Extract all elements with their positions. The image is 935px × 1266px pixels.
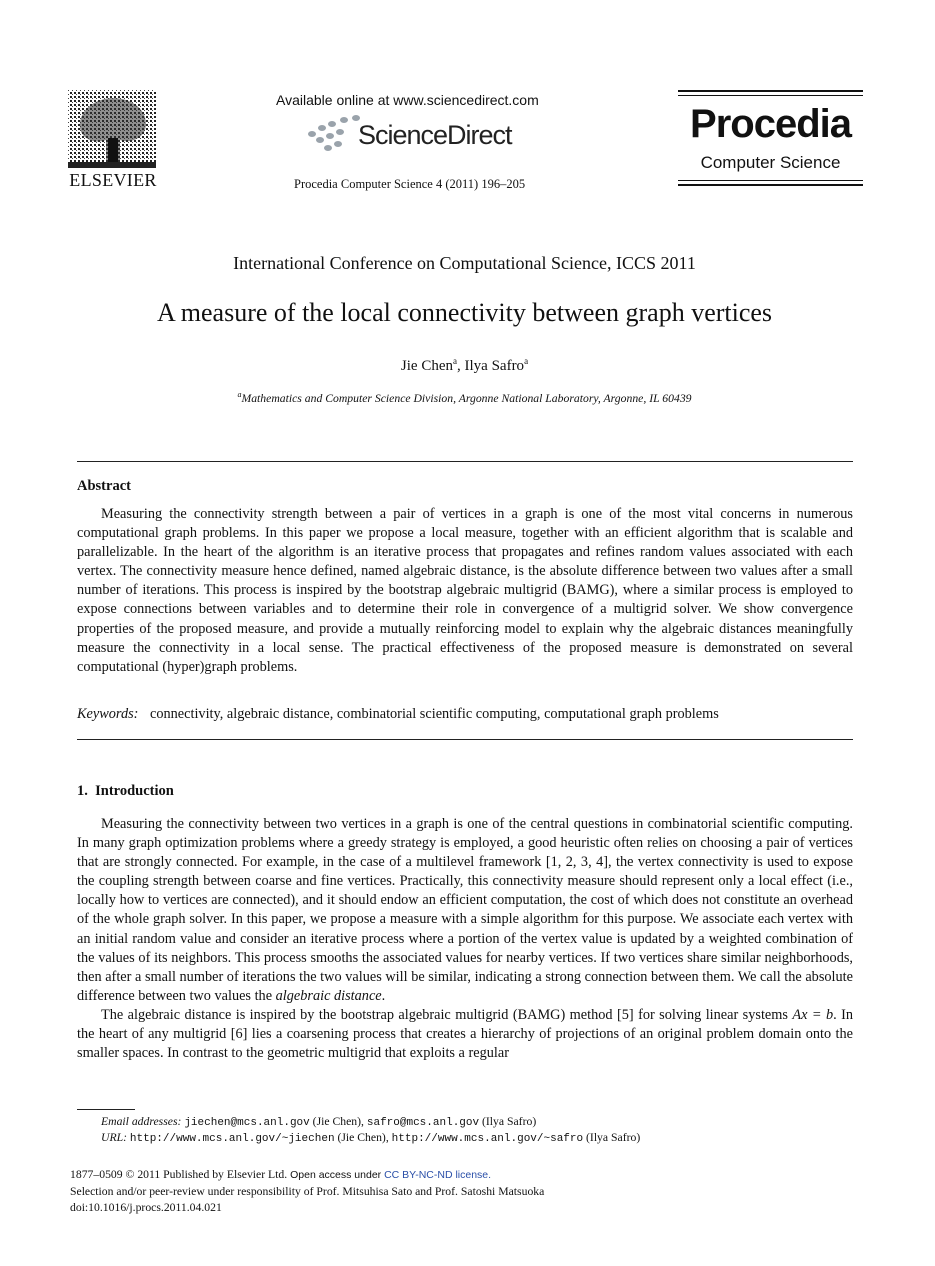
email-label: Email addresses: (101, 1115, 182, 1128)
author-list (0, 356, 929, 375)
section-heading: 1. Introduction (77, 783, 174, 799)
email-link[interactable]: jiechen@mcs.anl.gov (184, 1117, 310, 1129)
url-owner: (Ilya Safro) (586, 1131, 641, 1144)
author-affiliation-mark: a (453, 356, 457, 366)
url-label: URL: (101, 1131, 127, 1144)
license-link[interactable]: CC BY-NC-ND license. (384, 1169, 492, 1181)
sciencedirect-dots-icon (300, 112, 362, 156)
doi[interactable]: doi:10.1016/j.procs.2011.04.021 (70, 1201, 222, 1214)
intro-paragraph-text: The algebraic distance is inspired by the bootstrap algebraic multigrid (BAMG) method [5] for solving linear systems (101, 1006, 793, 1023)
intro-paragraph (77, 815, 853, 1006)
author-name: Jie Chen (400, 358, 453, 374)
intro-body (77, 815, 853, 1063)
procedia-subtitle: Computer Science (700, 153, 841, 172)
email-owner: (Ilya Safro) (482, 1115, 537, 1128)
open-access-label: Open access under (290, 1169, 382, 1181)
affiliation-text: Mathematics and Computer Science Division, Argonne National Laboratory, Argonne, IL 60439 (241, 391, 692, 405)
abstract-text: Measuring the connectivity strength between a pair of vertices in a graph is one of the most vital concerns in numerous computational graph problems. In this paper we propose a local measure, together with an efficient algorithm that is scalable and parallelizable. In the heart of the algorithm is an iterative process that propagates and refines random values associated with each vertex. The connectivity measure hence defined, named algebraic distance, is the absolute difference between two values after a small number of iterations. This process is inspired by the bootstrap algebraic multigrid (BAMG), where a similar process is employed to expose connections between variables and to determine their role in convergence of a multigrid solver. We show convergence properties of the proposed measure, and provide a mutually reinforcing model to explain why the algebraic distances meaningfully measure the connectivity in a local sense. The practical effectiveness of the proposed measure is demonstrated on several computational (hyper)graph problems. (77, 506, 853, 675)
divider (77, 739, 853, 740)
author-affiliation-mark: a (524, 356, 529, 366)
abstract-heading: Abstract (77, 478, 131, 494)
email-owner: (Jie Chen), (312, 1115, 364, 1128)
procedia-logo (678, 90, 863, 190)
intro-paragraph (77, 1006, 853, 1063)
author-name: Ilya Safro (464, 358, 525, 374)
footnote-url (101, 1130, 640, 1147)
copyright-line (70, 1167, 491, 1183)
issn-copyright: 1877–0509 © 2011 Published by Elsevier Ltd. (70, 1168, 288, 1181)
email-link[interactable]: safro@mcs.anl.gov (366, 1117, 480, 1129)
elsevier-logo (66, 88, 160, 192)
intro-paragraph-end: . (381, 987, 386, 1004)
url-link[interactable]: http://www.mcs.anl.gov/~safro (391, 1133, 584, 1145)
sciencedirect-wordmark: ScienceDirect (358, 120, 512, 150)
conference-name: International Conference on Computational Science, ICCS 2011 (233, 253, 696, 273)
keywords-label: Keywords: (77, 706, 139, 722)
author-separator: , (457, 358, 465, 374)
emphasis-term: algebraic distance (275, 987, 382, 1004)
peer-review-note: Selection and/or peer-review under responsibility of Prof. Mitsuhisa Sato and Prof. Satoshi Matsuoka (70, 1185, 545, 1198)
url-owner: (Jie Chen), (337, 1131, 389, 1144)
available-online: Available online at www.sciencedirect.com (276, 92, 539, 108)
intro-paragraph-text: . In the heart of any multigrid [6] lies a coarsening process that creates a hierarchy of projections of an original problem domain onto the smaller spaces. In contrast to the geometric multigrid that exploits a regular (77, 1006, 853, 1062)
keywords (77, 706, 719, 723)
elsevier-wordmark: ELSEVIER (69, 170, 157, 190)
keywords-text: connectivity, algebraic distance, combinatorial scientific computing, computational graph problems (150, 706, 719, 722)
math-expression: Ax = b (792, 1006, 834, 1023)
url-link[interactable]: http://www.mcs.anl.gov/~jiechen (129, 1133, 335, 1145)
paper-title: A measure of the local connectivity between graph vertices (156, 298, 773, 327)
elsevier-tree-icon (66, 88, 160, 170)
journal-reference: Procedia Computer Science 4 (2011) 196–205 (294, 177, 526, 191)
affiliation-mark: a (237, 390, 242, 399)
footnote-rule (77, 1109, 135, 1110)
intro-paragraph-text: Measuring the connectivity between two vertices in a graph is one of the central questions in combinatorial scientific computing. In many graph optimization problems where a greedy strategy is employed, a good heuristic often relies on choosing a pair of vertices that are strongly connected. For example, in the case of a multilevel framework [1, 2, 3, 4], the vertex connectivity is used to expose the coupling strength between coarse and fine vertices. Practically, this connectivity measure should represent only a local effect (i.e., locally how to vertices are connected), and it should endow an efficient computation, the cost of which does not constitute an overhead of the whole graph solver. In this paper, we propose a measure with a simple algorithm for this purpose. We associate each vertex with an initial random value and consider an iterative process where a portion of the vertex value is updated by a weighted combination of the values of its neighbors. This process smooths the associated values for nearby vertices. If two vertices share similar neighborhoods, then after a small number of iterations the two values will be similar, indicating a strong connection between them. We call the absolute difference between two values the (77, 816, 853, 1004)
sciencedirect-logo (300, 112, 540, 156)
procedia-title: Procedia (690, 102, 851, 146)
footnote-email (101, 1114, 536, 1131)
divider (77, 461, 853, 462)
affiliation (0, 390, 929, 405)
